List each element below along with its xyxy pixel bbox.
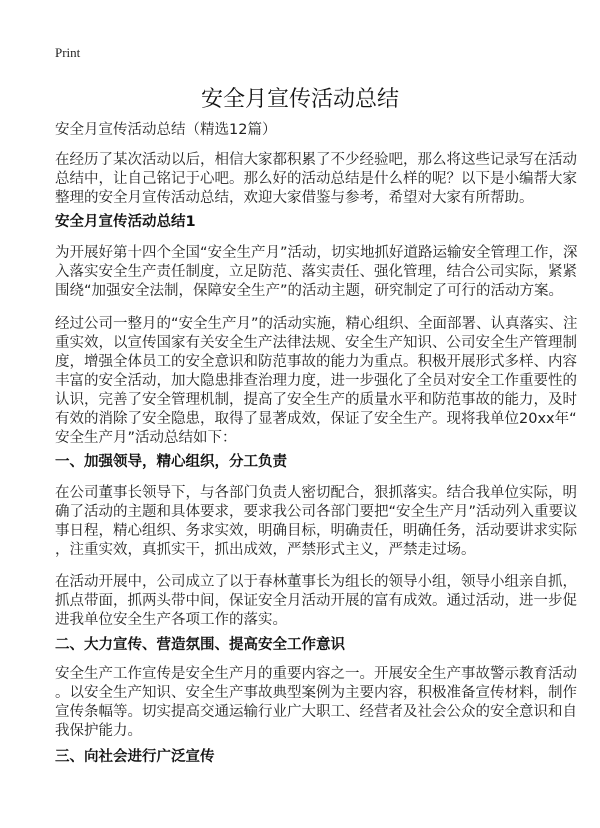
section-heading: 三、向社会进行广泛宣传 — [55, 749, 215, 765]
paragraph — [55, 244, 578, 301]
text-line: 整理的安全月宣传活动总结，欢迎大家借鉴与参考，希望对大家有所帮助。 — [55, 190, 534, 206]
page-title: 安全月宣传活动总结 — [200, 87, 399, 112]
paragraph — [55, 665, 577, 741]
intro-paragraph — [55, 151, 577, 208]
section-heading: 一、加强领导，精心组织，分工负责 — [55, 454, 287, 470]
text-line: 事日程，精心组织、务求实效，明确目标，明确责任，明确任务，活动要讲求实际 — [55, 523, 577, 539]
section-heading: 安全月宣传活动总结1 — [55, 214, 196, 230]
text-line: 安全生产工作宣传是安全生产月的重要内容之一。开展安全生产事故警示教育活动 — [55, 666, 577, 682]
text-line: 丰富的安全活动，加大隐患排查治理力度，进一步强化了全员对安全工作重要性的 — [55, 373, 577, 389]
paragraph — [55, 573, 577, 630]
text-line: 总结中，让自己铭记于心吧。那么好的活动总结是什么样的呢？以下是小编帮大家 — [55, 171, 577, 187]
text-line: 安全生产月”活动总结如下： — [55, 430, 237, 446]
text-line: 在公司董事长领导下，与各部门负责人密切配合，狠抓落实。结合我单位实际，明 — [55, 485, 577, 501]
paragraph — [55, 484, 578, 560]
text-line: 确了活动的主题和具体要求，要求我公司各部门要把“安全生产月”活动列入重要议 — [55, 504, 578, 520]
text-line: 在活动开展中，公司成立了以于春林董事长为组长的领导小组，领导小组亲自抓， — [55, 574, 577, 590]
text-line: 进我单位安全生产各项工作的落实。 — [55, 612, 287, 628]
text-line: 抓点带面，抓两头带中间，保证安全月活动开展的富有成效。通过活动，进一步促 — [55, 593, 577, 609]
text-line: 经过公司一整月的“安全生产月”的活动实施，精心组织、全面部署、认真落实、注 — [55, 316, 578, 332]
section-heading: 二、大力宣传、营造氛围、提高安全工作意识 — [55, 637, 345, 653]
text-line: 度，增强全体员工的安全意识和防范事故的能力为重点。积极开展形式多样、内容 — [55, 354, 577, 370]
text-line: 入落实安全生产责任制度，立足防范、落实责任、强化管理，结合公司实际，紧紧 — [55, 264, 577, 280]
text-line: 。以安全生产知识、安全生产事故典型案例为主要内容，积极准备宣传材料，制作 — [55, 685, 577, 701]
paragraph — [55, 315, 578, 448]
text-line: 有效的消除了安全隐患，取得了显著成效，保证了安全生产。现将我单位20xx年“ — [55, 411, 577, 427]
text-line: 我保护能力。 — [55, 723, 142, 739]
text-line: 为开展好第十四个全国“安全生产月”活动，切实地抓好道路运输安全管理工作，深 — [55, 245, 578, 261]
text-line: 认识，完善了安全管理机制，提高了安全生产的质量水平和防范事故的能力，及时 — [55, 392, 577, 408]
text-line: 宣传条幅等。切实提高交通运输行业广大职工、经营者及社会公众的安全意识和自 — [55, 704, 577, 720]
text-line: 围绕“加强安全法制，保障安全生产”的活动主题，研究制定了可行的活动方案。 — [55, 283, 564, 299]
subtitle: 安全月宣传活动总结（精选12篇） — [55, 122, 277, 138]
text-line: ，注重实效，真抓实干，抓出成效，严禁形式主义，严禁走过场。 — [55, 542, 476, 558]
text-line: 在经历了某次活动以后，相信大家都积累了不少经验吧，那么将这些记录写在活动 — [55, 152, 577, 168]
text-line: 重实效，以宣传国家有关安全生产法律法规、安全生产知识、公司安全生产管理制 — [55, 335, 577, 351]
print-link[interactable]: Print — [55, 45, 81, 60]
